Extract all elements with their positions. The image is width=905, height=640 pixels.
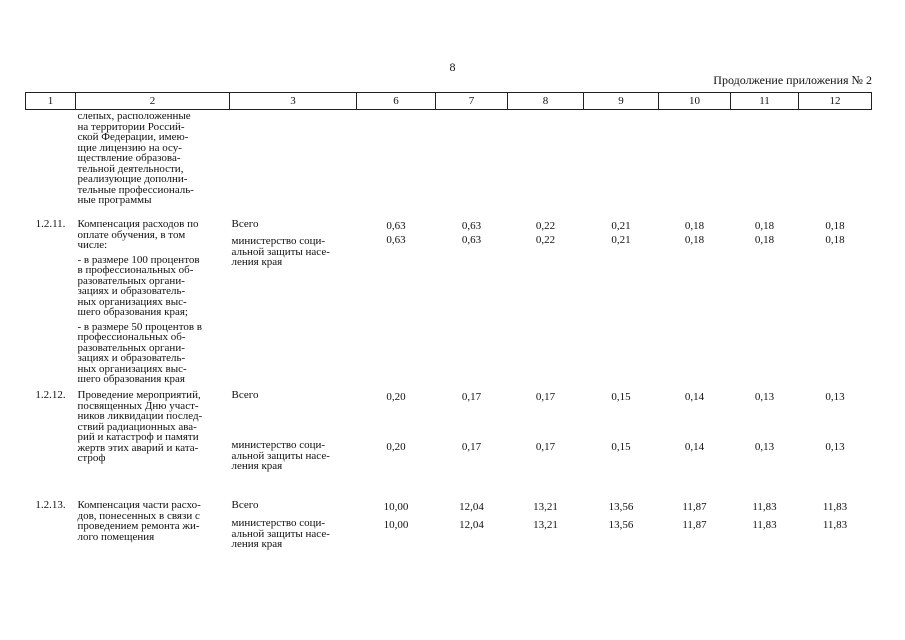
- value-cell: 0,14: [684, 441, 705, 453]
- funding-source: министерство соци- альной защиты насе- ления края: [231, 517, 330, 550]
- value-cell: 0,21: [611, 220, 631, 232]
- value-cell: 0,18: [825, 220, 845, 232]
- table-row-continued: [26, 110, 872, 214]
- value-cell: 0,15: [611, 441, 631, 453]
- value-cell: 0,18: [754, 234, 775, 246]
- value-cell: 0,17: [535, 391, 556, 403]
- column-header: 11: [731, 93, 799, 110]
- measure-name: слепых, расположенные на территории Россий- ской Федерации, имею- щие лицензию на осу- ществление образова- тельной деятельности, реализующие дополни- тельные профессиональ- ные программы: [77, 110, 194, 206]
- table-row: [26, 386, 872, 440]
- value-cell: 13,21: [533, 519, 558, 531]
- value-cell: 0,22: [535, 234, 556, 246]
- measure-name: Компенсация части расхо- дов, понесенных в связи с проведением ремонта жи- лого помещения: [77, 499, 201, 543]
- measure-name: Компенсация расходов по оплате обучения, в том числе: - в размере 100 процентов в профессиональных об- разовательных органи- зациях и образователь- ных организациях выс- шего образования края; - в размере 50 процентов в профессиональных об- разовательных органи- зациях и образователь- ных организациях выс- шего образования края: [76, 213, 230, 386]
- funding-source: Всего: [231, 218, 259, 230]
- column-header: 7: [436, 93, 508, 110]
- measure-code: 1.2.13.: [35, 499, 66, 511]
- value-cell: 0,17: [461, 391, 482, 403]
- funding-source: министерство соци- альной защиты насе- ления края: [231, 439, 330, 472]
- value-cell: 0,13: [754, 391, 775, 403]
- value-cell: 0,20: [386, 441, 406, 453]
- column-header: 10: [659, 93, 731, 110]
- funding-source: Всего: [231, 389, 259, 401]
- value-cell: 0,17: [535, 441, 556, 453]
- column-header: 6: [357, 93, 436, 110]
- column-number-row: [26, 93, 872, 110]
- value-cell: 0,13: [754, 441, 775, 453]
- column-header: 3: [230, 93, 357, 110]
- value-cell: 10,00: [383, 501, 409, 513]
- sub-item: - в размере 100 процентов в профессиональных об- разовательных органи- зациях и образователь- ных организациях выс- шего образования края;: [77, 253, 200, 318]
- value-cell: 0,15: [611, 391, 631, 403]
- column-header: 2: [76, 93, 230, 110]
- funding-source: Всего: [231, 499, 259, 511]
- value-cell: 0,13: [825, 441, 845, 453]
- measure-code: 1.2.11.: [35, 218, 66, 230]
- value-cell: 0,18: [684, 234, 705, 246]
- appendix-continuation-label: Продолжение приложения № 2: [713, 73, 872, 87]
- value-cell: 13,56: [608, 519, 634, 531]
- value-cell: 0,14: [684, 391, 705, 403]
- column-header: 12: [799, 93, 872, 110]
- value-cell: 11,83: [822, 501, 848, 513]
- value-cell: 12,04: [459, 519, 484, 531]
- value-cell: 0,13: [825, 391, 845, 403]
- value-cell: 0,21: [611, 234, 631, 246]
- value-cell: 0,63: [386, 220, 406, 232]
- sub-item: - в размере 50 процентов в профессиональных об- разовательных органи- зациях и образователь- ных организациях выс- шего образования края: [77, 320, 202, 385]
- column-header: 9: [584, 93, 659, 110]
- table-row: [26, 213, 872, 233]
- page-number: 8: [449, 60, 456, 74]
- column-header: 8: [508, 93, 584, 110]
- budget-table: [25, 92, 872, 550]
- value-cell: 0,63: [386, 234, 406, 246]
- measure-code: 1.2.12.: [35, 389, 66, 401]
- value-cell: 11,87: [682, 501, 707, 513]
- value-cell: 13,56: [608, 501, 634, 513]
- value-cell: 11,87: [682, 519, 707, 531]
- value-cell: 12,04: [459, 501, 484, 513]
- value-cell: 11,83: [752, 519, 777, 531]
- measure-name: Проведение мероприятий, посвященных Дню участ- ников ликвидации послед- ствий радиационных ава- рий и катастроф и памяти жертв этих аварий и ката- строф: [77, 389, 203, 464]
- value-cell: 0,20: [386, 391, 406, 403]
- value-cell: 0,17: [461, 441, 482, 453]
- value-cell: 0,18: [825, 234, 845, 246]
- table-row: [26, 498, 872, 518]
- value-cell: 11,83: [752, 501, 777, 513]
- value-cell: 0,63: [461, 220, 482, 232]
- value-cell: 13,21: [533, 501, 558, 513]
- value-cell: 0,18: [684, 220, 705, 232]
- column-header: 1: [26, 93, 76, 110]
- value-cell: 0,18: [754, 220, 775, 232]
- value-cell: 11,83: [822, 519, 848, 531]
- funding-source: министерство соци- альной защиты насе- ления края: [231, 235, 330, 268]
- value-cell: 0,63: [461, 234, 482, 246]
- value-cell: 0,22: [535, 220, 556, 232]
- value-cell: 10,00: [383, 519, 409, 531]
